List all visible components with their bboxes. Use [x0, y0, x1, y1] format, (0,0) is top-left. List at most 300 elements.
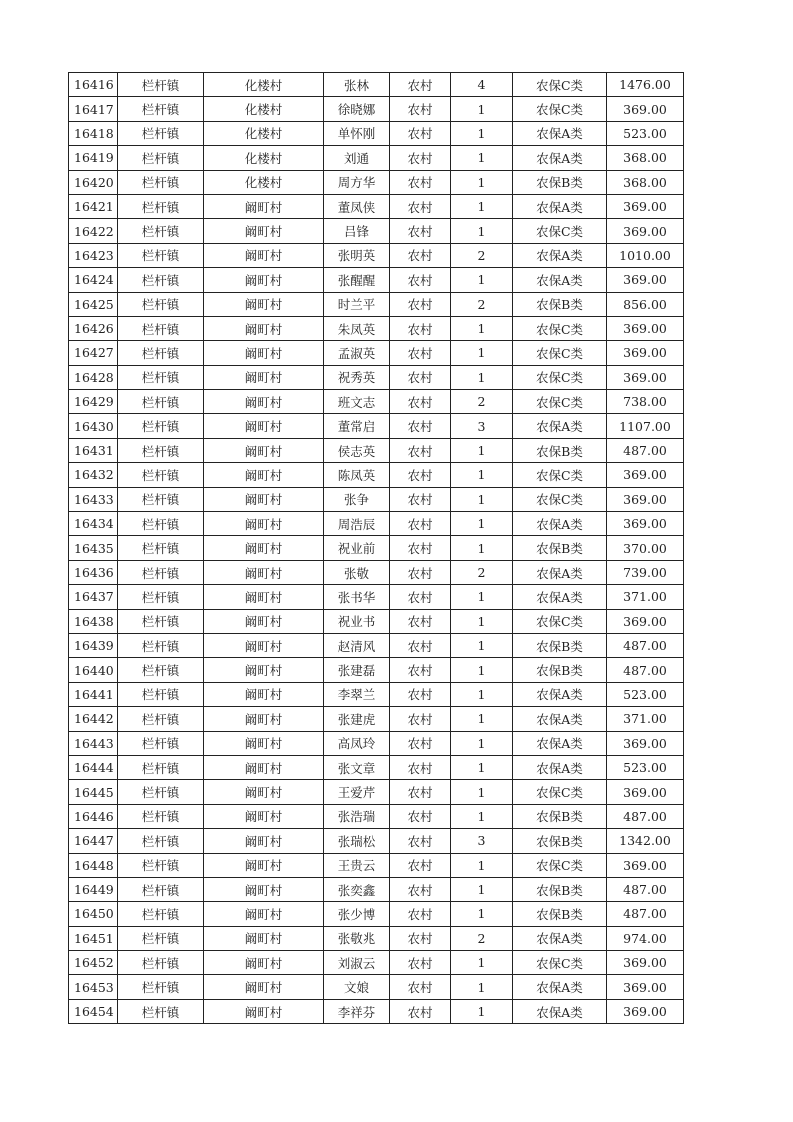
table-row: [69, 951, 684, 975]
table-row: [69, 536, 684, 560]
name-cell: 祝秀英: [324, 365, 390, 389]
table-row: [69, 438, 684, 462]
household-type-cell: 农村: [390, 780, 451, 804]
insurance-category-cell: 农保C类: [513, 97, 607, 121]
amount-cell: 369.00: [607, 512, 684, 536]
row-id-cell: 16454: [69, 999, 118, 1023]
village-cell: 阚町村: [204, 951, 324, 975]
town-cell: 栏杆镇: [118, 365, 204, 389]
household-type-cell: 农村: [390, 707, 451, 731]
village-cell: 阚町村: [204, 804, 324, 828]
table-row: [69, 487, 684, 511]
town-cell: 栏杆镇: [118, 926, 204, 950]
town-cell: 栏杆镇: [118, 292, 204, 316]
row-id-cell: 16447: [69, 829, 118, 853]
member-count-cell: 2: [451, 243, 513, 267]
insurance-category-cell: 农保A类: [513, 731, 607, 755]
name-cell: 张建磊: [324, 658, 390, 682]
insurance-category-cell: 农保C类: [513, 219, 607, 243]
member-count-cell: 2: [451, 292, 513, 316]
insurance-category-cell: 农保B类: [513, 829, 607, 853]
name-cell: 徐晓娜: [324, 97, 390, 121]
row-id-cell: 16446: [69, 804, 118, 828]
town-cell: 栏杆镇: [118, 512, 204, 536]
town-cell: 栏杆镇: [118, 755, 204, 779]
table-row: [69, 609, 684, 633]
row-id-cell: 16445: [69, 780, 118, 804]
table-row: [69, 633, 684, 657]
row-id-cell: 16436: [69, 560, 118, 584]
amount-cell: 369.00: [607, 999, 684, 1023]
row-id-cell: 16438: [69, 609, 118, 633]
name-cell: 张明英: [324, 243, 390, 267]
member-count-cell: 1: [451, 633, 513, 657]
household-type-cell: 农村: [390, 316, 451, 340]
household-type-cell: 农村: [390, 560, 451, 584]
insurance-category-cell: 农保B类: [513, 292, 607, 316]
insurance-category-cell: 农保B类: [513, 438, 607, 462]
amount-cell: 523.00: [607, 682, 684, 706]
name-cell: 董凤侠: [324, 194, 390, 218]
village-cell: 阚町村: [204, 268, 324, 292]
member-count-cell: 1: [451, 194, 513, 218]
amount-cell: 368.00: [607, 170, 684, 194]
member-count-cell: 2: [451, 926, 513, 950]
village-cell: 阚町村: [204, 707, 324, 731]
name-cell: 文娘: [324, 975, 390, 999]
village-cell: 阚町村: [204, 731, 324, 755]
member-count-cell: 1: [451, 975, 513, 999]
row-id-cell: 16417: [69, 97, 118, 121]
household-type-cell: 农村: [390, 585, 451, 609]
table-row: [69, 585, 684, 609]
row-id-cell: 16443: [69, 731, 118, 755]
town-cell: 栏杆镇: [118, 438, 204, 462]
household-type-cell: 农村: [390, 463, 451, 487]
amount-cell: 487.00: [607, 902, 684, 926]
household-type-cell: 农村: [390, 121, 451, 145]
row-id-cell: 16430: [69, 414, 118, 438]
name-cell: 王爱芹: [324, 780, 390, 804]
table-row: [69, 877, 684, 901]
town-cell: 栏杆镇: [118, 877, 204, 901]
member-count-cell: 1: [451, 853, 513, 877]
amount-cell: 1476.00: [607, 73, 684, 97]
town-cell: 栏杆镇: [118, 487, 204, 511]
table-row: [69, 73, 684, 97]
table-row: [69, 219, 684, 243]
name-cell: 班文志: [324, 390, 390, 414]
village-cell: 阚町村: [204, 292, 324, 316]
table-row: [69, 707, 684, 731]
table-row: [69, 316, 684, 340]
member-count-cell: 2: [451, 390, 513, 414]
row-id-cell: 16420: [69, 170, 118, 194]
village-cell: 阚町村: [204, 414, 324, 438]
member-count-cell: 1: [451, 707, 513, 731]
table-row: [69, 682, 684, 706]
amount-cell: 1010.00: [607, 243, 684, 267]
member-count-cell: 1: [451, 902, 513, 926]
name-cell: 王贵云: [324, 853, 390, 877]
table-row: [69, 292, 684, 316]
table-row: [69, 975, 684, 999]
member-count-cell: 1: [451, 755, 513, 779]
household-type-cell: 农村: [390, 829, 451, 853]
insurance-category-cell: 农保A类: [513, 999, 607, 1023]
household-type-cell: 农村: [390, 951, 451, 975]
household-type-cell: 农村: [390, 975, 451, 999]
village-cell: 阚町村: [204, 194, 324, 218]
town-cell: 栏杆镇: [118, 682, 204, 706]
village-cell: 阚町村: [204, 682, 324, 706]
insurance-category-cell: 农保A类: [513, 194, 607, 218]
insurance-category-cell: 农保C类: [513, 951, 607, 975]
household-type-cell: 农村: [390, 682, 451, 706]
household-type-cell: 农村: [390, 268, 451, 292]
amount-cell: 371.00: [607, 707, 684, 731]
member-count-cell: 3: [451, 829, 513, 853]
household-type-cell: 农村: [390, 658, 451, 682]
village-cell: 阚町村: [204, 902, 324, 926]
household-type-cell: 农村: [390, 512, 451, 536]
household-type-cell: 农村: [390, 97, 451, 121]
town-cell: 栏杆镇: [118, 194, 204, 218]
row-id-cell: 16432: [69, 463, 118, 487]
row-id-cell: 16434: [69, 512, 118, 536]
row-id-cell: 16437: [69, 585, 118, 609]
town-cell: 栏杆镇: [118, 975, 204, 999]
name-cell: 张敬兆: [324, 926, 390, 950]
insurance-category-cell: 农保A类: [513, 585, 607, 609]
row-id-cell: 16451: [69, 926, 118, 950]
village-cell: 阚町村: [204, 999, 324, 1023]
amount-cell: 487.00: [607, 438, 684, 462]
table-row: [69, 268, 684, 292]
member-count-cell: 1: [451, 951, 513, 975]
table-row: [69, 804, 684, 828]
insurance-category-cell: 农保C类: [513, 609, 607, 633]
name-cell: 孟淑英: [324, 341, 390, 365]
member-count-cell: 1: [451, 146, 513, 170]
table-row: [69, 146, 684, 170]
row-id-cell: 16428: [69, 365, 118, 389]
name-cell: 高凤玲: [324, 731, 390, 755]
household-type-cell: 农村: [390, 414, 451, 438]
town-cell: 栏杆镇: [118, 999, 204, 1023]
table-row: [69, 829, 684, 853]
insurance-category-cell: 农保C类: [513, 487, 607, 511]
village-cell: 阚町村: [204, 609, 324, 633]
village-cell: 阚町村: [204, 438, 324, 462]
village-cell: 阚町村: [204, 853, 324, 877]
town-cell: 栏杆镇: [118, 633, 204, 657]
insurance-category-cell: 农保A类: [513, 926, 607, 950]
insurance-category-cell: 农保C类: [513, 73, 607, 97]
village-cell: 阚町村: [204, 463, 324, 487]
amount-cell: 369.00: [607, 731, 684, 755]
amount-cell: 370.00: [607, 536, 684, 560]
village-cell: 化楼村: [204, 170, 324, 194]
insurance-category-cell: 农保B类: [513, 536, 607, 560]
town-cell: 栏杆镇: [118, 268, 204, 292]
insurance-category-cell: 农保B类: [513, 902, 607, 926]
household-type-cell: 农村: [390, 438, 451, 462]
village-cell: 阚町村: [204, 633, 324, 657]
name-cell: 祝业书: [324, 609, 390, 633]
amount-cell: 523.00: [607, 121, 684, 145]
household-type-cell: 农村: [390, 731, 451, 755]
household-type-cell: 农村: [390, 146, 451, 170]
name-cell: 吕锋: [324, 219, 390, 243]
name-cell: 张书华: [324, 585, 390, 609]
amount-cell: 1342.00: [607, 829, 684, 853]
table-row: [69, 194, 684, 218]
table-row: [69, 365, 684, 389]
household-type-cell: 农村: [390, 902, 451, 926]
amount-cell: 369.00: [607, 780, 684, 804]
village-cell: 阚町村: [204, 365, 324, 389]
row-id-cell: 16426: [69, 316, 118, 340]
village-cell: 阚町村: [204, 975, 324, 999]
table-row: [69, 755, 684, 779]
row-id-cell: 16439: [69, 633, 118, 657]
town-cell: 栏杆镇: [118, 951, 204, 975]
household-type-cell: 农村: [390, 487, 451, 511]
row-id-cell: 16440: [69, 658, 118, 682]
member-count-cell: 1: [451, 121, 513, 145]
village-cell: 阚町村: [204, 585, 324, 609]
name-cell: 祝业前: [324, 536, 390, 560]
name-cell: 朱凤英: [324, 316, 390, 340]
town-cell: 栏杆镇: [118, 97, 204, 121]
name-cell: 周浩辰: [324, 512, 390, 536]
row-id-cell: 16419: [69, 146, 118, 170]
row-id-cell: 16433: [69, 487, 118, 511]
town-cell: 栏杆镇: [118, 731, 204, 755]
row-id-cell: 16425: [69, 292, 118, 316]
household-type-cell: 农村: [390, 365, 451, 389]
household-type-cell: 农村: [390, 243, 451, 267]
household-type-cell: 农村: [390, 926, 451, 950]
town-cell: 栏杆镇: [118, 316, 204, 340]
row-id-cell: 16416: [69, 73, 118, 97]
household-type-cell: 农村: [390, 999, 451, 1023]
town-cell: 栏杆镇: [118, 804, 204, 828]
town-cell: 栏杆镇: [118, 390, 204, 414]
name-cell: 单怀刚: [324, 121, 390, 145]
amount-cell: 369.00: [607, 463, 684, 487]
table-row: [69, 731, 684, 755]
amount-cell: 369.00: [607, 951, 684, 975]
village-cell: 阚町村: [204, 560, 324, 584]
insurance-category-cell: 农保B类: [513, 804, 607, 828]
insurance-category-cell: 农保C类: [513, 316, 607, 340]
name-cell: 张少博: [324, 902, 390, 926]
amount-cell: 369.00: [607, 316, 684, 340]
name-cell: 张建虎: [324, 707, 390, 731]
village-cell: 化楼村: [204, 97, 324, 121]
table-row: [69, 243, 684, 267]
name-cell: 刘淑云: [324, 951, 390, 975]
table-row: [69, 902, 684, 926]
amount-cell: 487.00: [607, 633, 684, 657]
member-count-cell: 1: [451, 463, 513, 487]
insurance-category-cell: 农保A类: [513, 121, 607, 145]
insurance-category-cell: 农保A类: [513, 707, 607, 731]
insurance-category-cell: 农保C类: [513, 390, 607, 414]
table-row: [69, 512, 684, 536]
table-row: [69, 658, 684, 682]
village-cell: 化楼村: [204, 73, 324, 97]
town-cell: 栏杆镇: [118, 707, 204, 731]
table-row: [69, 121, 684, 145]
amount-cell: 487.00: [607, 877, 684, 901]
amount-cell: 487.00: [607, 658, 684, 682]
insurance-category-cell: 农保C类: [513, 780, 607, 804]
member-count-cell: 1: [451, 512, 513, 536]
name-cell: 刘通: [324, 146, 390, 170]
amount-cell: 369.00: [607, 609, 684, 633]
name-cell: 侯志英: [324, 438, 390, 462]
member-count-cell: 1: [451, 877, 513, 901]
name-cell: 张文章: [324, 755, 390, 779]
household-type-cell: 农村: [390, 755, 451, 779]
amount-cell: 856.00: [607, 292, 684, 316]
household-type-cell: 农村: [390, 292, 451, 316]
row-id-cell: 16441: [69, 682, 118, 706]
row-id-cell: 16449: [69, 877, 118, 901]
insurance-category-cell: 农保C类: [513, 463, 607, 487]
name-cell: 张奕鑫: [324, 877, 390, 901]
household-type-cell: 农村: [390, 194, 451, 218]
row-id-cell: 16452: [69, 951, 118, 975]
row-id-cell: 16444: [69, 755, 118, 779]
member-count-cell: 4: [451, 73, 513, 97]
member-count-cell: 1: [451, 682, 513, 706]
insurance-category-cell: 农保A类: [513, 560, 607, 584]
name-cell: 陈凤英: [324, 463, 390, 487]
village-cell: 阚町村: [204, 926, 324, 950]
village-cell: 阚町村: [204, 487, 324, 511]
town-cell: 栏杆镇: [118, 341, 204, 365]
member-count-cell: 1: [451, 731, 513, 755]
town-cell: 栏杆镇: [118, 585, 204, 609]
household-type-cell: 农村: [390, 341, 451, 365]
amount-cell: 369.00: [607, 97, 684, 121]
village-cell: 化楼村: [204, 146, 324, 170]
row-id-cell: 16418: [69, 121, 118, 145]
row-id-cell: 16448: [69, 853, 118, 877]
insurance-category-cell: 农保B类: [513, 877, 607, 901]
household-type-cell: 农村: [390, 73, 451, 97]
member-count-cell: 2: [451, 560, 513, 584]
row-id-cell: 16424: [69, 268, 118, 292]
town-cell: 栏杆镇: [118, 536, 204, 560]
village-cell: 阚町村: [204, 829, 324, 853]
name-cell: 张醒醒: [324, 268, 390, 292]
row-id-cell: 16435: [69, 536, 118, 560]
table-row: [69, 926, 684, 950]
insurance-category-cell: 农保A类: [513, 755, 607, 779]
insurance-category-cell: 农保A类: [513, 146, 607, 170]
name-cell: 周方华: [324, 170, 390, 194]
insurance-category-cell: 农保B类: [513, 633, 607, 657]
household-type-cell: 农村: [390, 536, 451, 560]
name-cell: 时兰平: [324, 292, 390, 316]
village-cell: 阚町村: [204, 390, 324, 414]
member-count-cell: 1: [451, 780, 513, 804]
table-row: [69, 390, 684, 414]
village-cell: 阚町村: [204, 877, 324, 901]
member-count-cell: 1: [451, 609, 513, 633]
village-cell: 阚町村: [204, 658, 324, 682]
insurance-category-cell: 农保C类: [513, 853, 607, 877]
member-count-cell: 1: [451, 536, 513, 560]
household-type-cell: 农村: [390, 853, 451, 877]
row-id-cell: 16431: [69, 438, 118, 462]
household-type-cell: 农村: [390, 170, 451, 194]
town-cell: 栏杆镇: [118, 73, 204, 97]
amount-cell: 738.00: [607, 390, 684, 414]
household-type-cell: 农村: [390, 390, 451, 414]
table-row: [69, 341, 684, 365]
name-cell: 赵清风: [324, 633, 390, 657]
table-body: [69, 73, 684, 1024]
amount-cell: 974.00: [607, 926, 684, 950]
row-id-cell: 16450: [69, 902, 118, 926]
name-cell: 李祥芬: [324, 999, 390, 1023]
town-cell: 栏杆镇: [118, 853, 204, 877]
village-cell: 阚町村: [204, 341, 324, 365]
name-cell: 董常启: [324, 414, 390, 438]
village-cell: 阚町村: [204, 755, 324, 779]
table-row: [69, 999, 684, 1023]
town-cell: 栏杆镇: [118, 658, 204, 682]
member-count-cell: 1: [451, 365, 513, 389]
member-count-cell: 1: [451, 341, 513, 365]
row-id-cell: 16442: [69, 707, 118, 731]
village-cell: 化楼村: [204, 121, 324, 145]
table-row: [69, 853, 684, 877]
town-cell: 栏杆镇: [118, 780, 204, 804]
row-id-cell: 16427: [69, 341, 118, 365]
amount-cell: 369.00: [607, 853, 684, 877]
member-count-cell: 1: [451, 585, 513, 609]
village-cell: 阚町村: [204, 512, 324, 536]
name-cell: 张瑞松: [324, 829, 390, 853]
village-cell: 阚町村: [204, 780, 324, 804]
amount-cell: 369.00: [607, 365, 684, 389]
amount-cell: 369.00: [607, 487, 684, 511]
household-type-cell: 农村: [390, 877, 451, 901]
town-cell: 栏杆镇: [118, 609, 204, 633]
amount-cell: 371.00: [607, 585, 684, 609]
town-cell: 栏杆镇: [118, 414, 204, 438]
name-cell: 张浩瑞: [324, 804, 390, 828]
town-cell: 栏杆镇: [118, 243, 204, 267]
town-cell: 栏杆镇: [118, 902, 204, 926]
village-cell: 阚町村: [204, 316, 324, 340]
amount-cell: 369.00: [607, 341, 684, 365]
name-cell: 李翠兰: [324, 682, 390, 706]
row-id-cell: 16423: [69, 243, 118, 267]
row-id-cell: 16421: [69, 194, 118, 218]
amount-cell: 369.00: [607, 194, 684, 218]
row-id-cell: 16422: [69, 219, 118, 243]
member-count-cell: 1: [451, 487, 513, 511]
subsidy-table: [68, 72, 684, 1024]
